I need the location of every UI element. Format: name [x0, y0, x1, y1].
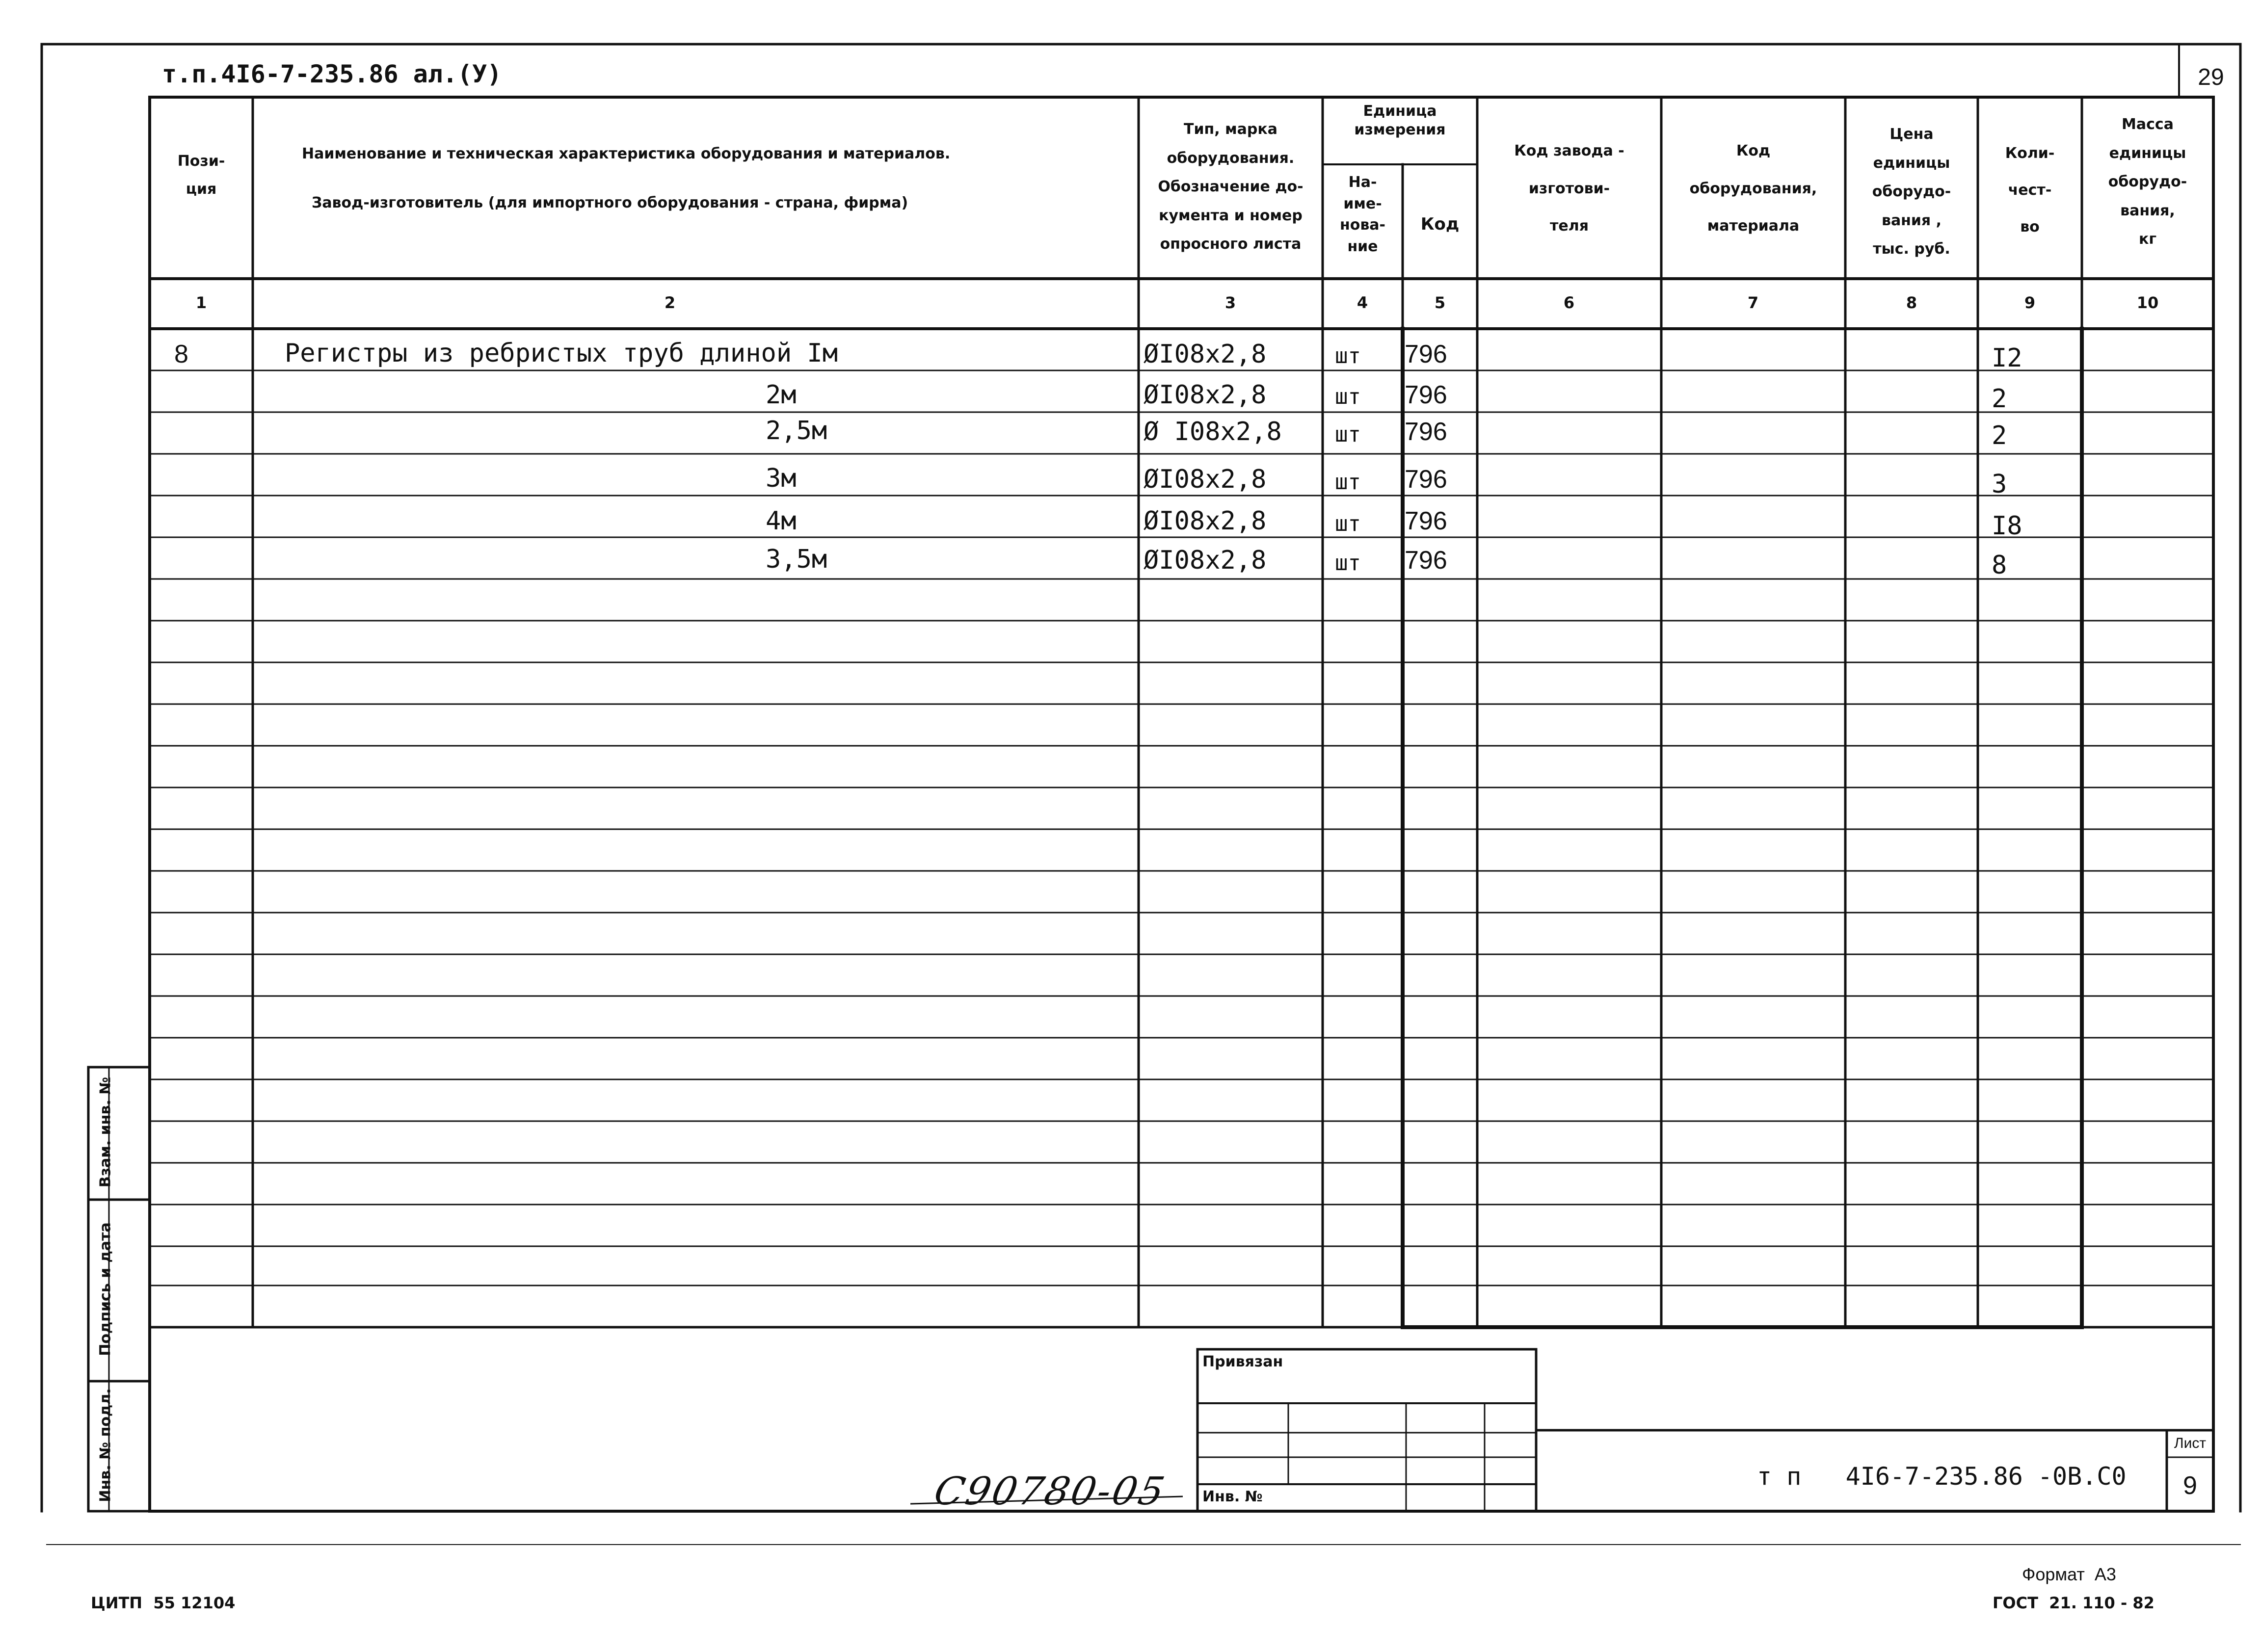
column-number: 6: [1563, 293, 1575, 312]
header-unit-name: На- име- нова- ние: [1339, 174, 1386, 255]
header-quantity: Коли- чест- во: [2005, 145, 2055, 236]
row-unit: шт: [1335, 551, 1361, 576]
row-type: ØI08x2,8: [1144, 465, 1267, 494]
row-unit-code: 796: [1405, 381, 1447, 409]
column-number: 7: [1747, 293, 1759, 312]
column-number: 4: [1357, 293, 1368, 312]
column-number: 9: [2024, 293, 2036, 312]
header-factory-code: Код завода - изготови- теля: [1514, 142, 1624, 235]
row-type: ØI08x2,8: [1144, 506, 1267, 536]
row-unit: шт: [1335, 422, 1361, 447]
header-name-line1: Наименование и техническая характеристика оборудования и материалов.: [302, 145, 951, 162]
column-number: 5: [1434, 293, 1446, 312]
footer-format: Формат А3: [2022, 1564, 2116, 1584]
side-stamp-signature-date: Подпись и дата: [97, 1222, 114, 1356]
footer-gost: ГОСТ 21. 110 - 82: [1993, 1594, 2155, 1612]
row-quantity: 8: [1992, 551, 2007, 580]
document-code: т п 4I6-7-235.86 -0В.С0: [1757, 1462, 2127, 1491]
row-quantity: I8: [1992, 511, 2022, 541]
sheet-number: 9: [2183, 1471, 2197, 1500]
row-quantity: I2: [1992, 343, 2022, 373]
handwritten-archive-number: С90780-05: [930, 1469, 1170, 1514]
row-type: ØI08x2,8: [1144, 546, 1267, 575]
footer-print-code: ЦИТП 55 12104: [91, 1594, 236, 1612]
row-type: Ø I08x2,8: [1144, 417, 1282, 446]
row-name: Регистры из ребристых труб длиной Iм: [285, 339, 838, 368]
row-name: 2м: [766, 380, 797, 410]
column-number: 3: [1224, 293, 1236, 312]
row-name: 3м: [766, 464, 797, 493]
header-position: Пози- ция: [177, 153, 225, 198]
row-unit: шт: [1335, 511, 1361, 536]
side-stamp-original-inv: Инв. № подл.: [97, 1388, 114, 1502]
column-number: 10: [2136, 293, 2159, 312]
header-price: Цена единицы оборудо- вания , тыс. руб.: [1872, 126, 1951, 258]
row-name: 4м: [766, 506, 797, 536]
row-unit-code: 796: [1405, 465, 1447, 494]
row-quantity: 2: [1992, 421, 2007, 450]
row-quantity: 3: [1992, 470, 2007, 499]
document-reference-top: т.п.4I6-7-235.86 ал.(У): [162, 60, 502, 88]
sheet-label: Лист: [2174, 1435, 2207, 1451]
side-stamp-replacement-inv: Взам. инв. №: [97, 1076, 114, 1188]
column-number: 2: [664, 293, 676, 312]
header-unit-group: Единица измерения: [1354, 103, 1446, 138]
row-unit-code: 796: [1405, 507, 1447, 535]
stamp-bound-label: Привязан: [1202, 1353, 1283, 1370]
header-material-code: Код оборудования, материала: [1689, 142, 1817, 235]
header-name-line2: Завод-изготовитель (для импортного оборудования - страна, фирма): [312, 194, 908, 211]
row-name: 2,5м: [766, 416, 827, 446]
header-mass: Масса единицы оборудо- вания, кг: [2108, 116, 2187, 248]
header-type: Тип, марка оборудования. Обозначение до- кумента и номер опросного листа: [1158, 121, 1303, 253]
row-position: 8: [174, 340, 188, 368]
row-type: ØI08x2,8: [1144, 380, 1267, 410]
column-number: 8: [1906, 293, 1917, 312]
row-name: 3,5м: [766, 545, 827, 574]
column-number: 1: [195, 293, 207, 312]
page-number: 29: [2198, 64, 2224, 90]
row-unit: шт: [1335, 470, 1361, 495]
stamp-inv-number-label: Инв. №: [1202, 1488, 1263, 1505]
row-unit-code: 796: [1405, 340, 1447, 368]
header-unit-code: Код: [1420, 214, 1460, 234]
row-type: ØI08x2,8: [1144, 340, 1267, 369]
row-unit: шт: [1335, 384, 1361, 409]
row-unit-code: 796: [1405, 546, 1447, 575]
row-quantity: 2: [1992, 384, 2007, 414]
row-unit: шт: [1335, 343, 1361, 368]
row-unit-code: 796: [1405, 418, 1447, 446]
